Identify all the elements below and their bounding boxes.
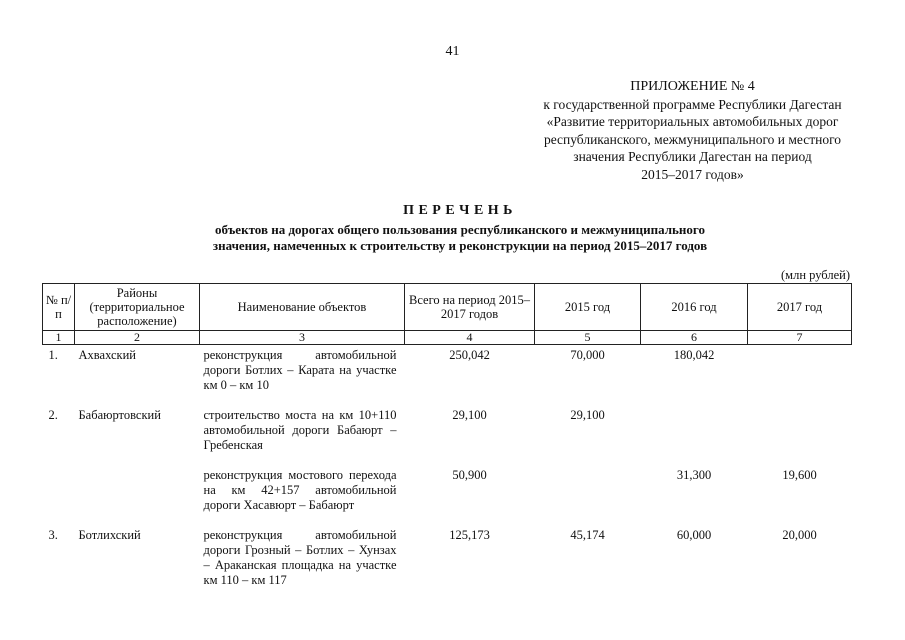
table-row [43,345,852,406]
title-main: ПЕРЕЧЕНЬ [403,203,517,218]
appendix-heading: ПРИЛОЖЕНИЕ № 4 [630,79,755,94]
row-total: 125,173 [449,528,490,542]
header-name: Наименование объектов [200,284,405,331]
appendix-line: республиканского, межмуниципального и местного [543,131,842,147]
appendix-line: значения Республики Дагестан на период [573,149,812,164]
row-index: 2. [48,408,58,422]
row-index [43,465,75,525]
row-region: Ахвахский [78,348,136,362]
header-2016: 2016 год [641,284,748,331]
column-number: 4 [405,331,535,345]
table-row [43,405,852,465]
table-row [43,465,852,525]
title-line-1: объектов на дорогах общего пользования республиканского и межмуниципального [215,222,705,237]
column-number: 6 [641,331,748,345]
header-region: Районы (территориальное расположение) [75,284,200,331]
row-2015 [535,465,641,525]
column-number: 5 [535,331,641,345]
column-number: 3 [200,331,405,345]
row-object-name: реконструкция автомобильной дороги Ботлих – Карата на участке км 0 – км 10 [203,348,397,392]
units-label: (млн рублей) [781,268,850,282]
row-2016: 180,042 [673,348,715,362]
row-region [75,465,200,525]
appendix-line: к государственной программе Республики Дагестан [543,96,842,112]
row-2017 [748,405,852,465]
row-object-name: реконструкция мостового перехода на км 42+157 автомобильной дороги Хасавюрт – Бабаюрт [203,468,397,512]
header-2017: 2017 год [748,284,852,331]
row-2015: 70,000 [570,348,605,362]
objects-table [42,283,852,598]
appendix-block [505,78,880,183]
column-number: 1 [43,331,75,345]
row-total: 50,900 [452,468,487,482]
row-2016 [641,405,748,465]
row-2016: 31,300 [676,468,712,482]
column-number-row [43,331,852,345]
document-title [140,203,780,254]
column-number: 2 [75,331,200,345]
row-object-name: строительство моста на км 10+110 автомобильной дороги Бабаюрт – Гребенская [203,408,397,452]
row-2016: 60,000 [676,528,712,542]
header-num: № п/п [43,284,75,331]
row-region: Ботлихский [78,528,141,542]
row-2015: 45,174 [570,528,605,542]
row-2017: 19,600 [782,468,817,482]
row-total: 29,100 [452,408,487,422]
row-2017: 20,000 [782,528,817,542]
table-row [43,525,852,598]
row-index: 1. [48,348,58,362]
table-header-row [43,284,852,331]
row-object-name: реконструкция автомобильной дороги Грозный – Ботлих – Хунзах – Араканская площадка на участке км 110 – км 117 [203,528,397,587]
row-2015: 29,100 [570,408,605,422]
row-total: 250,042 [449,348,490,362]
appendix-line: «Развитие территориальных автомобильных дорог [546,114,839,129]
row-index: 3. [48,528,58,542]
page-number: 41 [445,44,460,59]
appendix-line: 2015–2017 годов» [641,166,744,182]
row-region: Бабаюртовский [78,408,161,422]
column-number: 7 [748,331,852,345]
title-line-2: значения, намеченных к строительству и реконструкции на период 2015–2017 годов [212,238,708,253]
row-2017 [748,345,852,406]
header-total: Всего на период 2015–2017 годов [405,284,535,331]
header-2015: 2015 год [535,284,641,331]
